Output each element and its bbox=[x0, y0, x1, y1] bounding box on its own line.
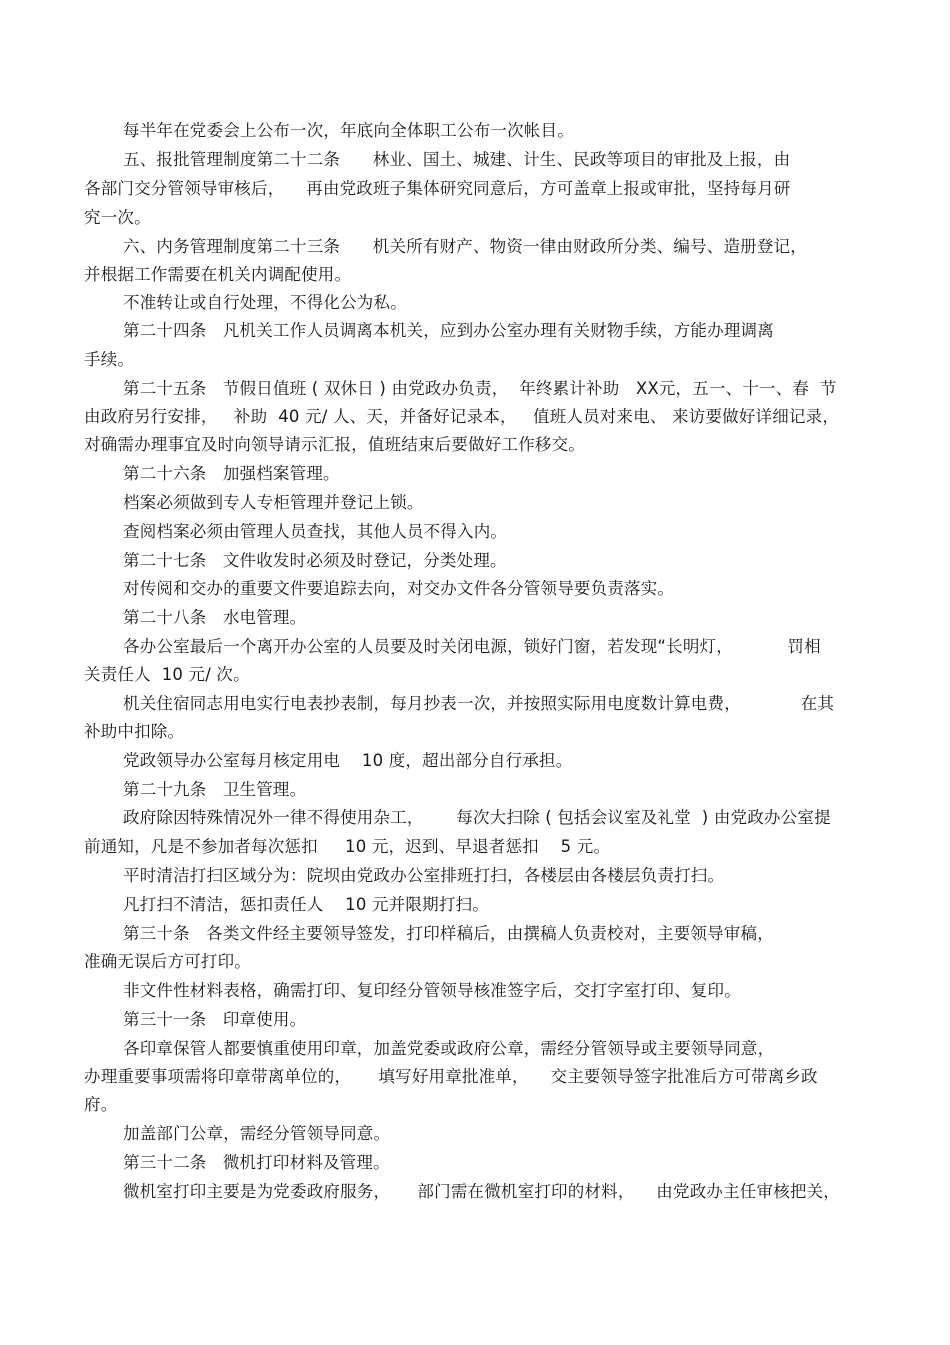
text-line: 并根据工作需要在机关内调配使用。 bbox=[84, 265, 352, 284]
text-line: 对确需办理事宜及时向领导请示汇报，值班结束后要做好工作移交。 bbox=[84, 435, 585, 454]
text-line: 第二十七条 文件收发时必须及时登记，分类处理。 bbox=[123, 551, 507, 570]
text-line: 六、内务管理制度第二十三条 机关所有财产、物资一律由财政所分类、编号、造册登记， bbox=[123, 237, 807, 256]
text-line: 手续。 bbox=[84, 350, 135, 369]
text-line: 每半年在党委会上公布一次，年底向全体职工公布一次帐目。 bbox=[123, 121, 574, 140]
text-line: 机关住宿同志用电实行电表抄表制，每月抄表一次，并按照实际用电度数计算电费， 在其 bbox=[123, 694, 835, 713]
text-line: 党政领导办公室每月核定用电 10 度，超出部分自行承担。 bbox=[123, 751, 573, 770]
text-line: 非文件性材料表格，确需打印、复印经分管领导核准签字后，交打字室打印、复印。 bbox=[123, 981, 741, 1000]
text-line: 第二十五条 节假日值班 ( 双休日 ) 由党政办负责， 年终累计补助 XX元，五一、十一、春 节 bbox=[123, 379, 837, 398]
text-line: 关责任人 10 元/ 次。 bbox=[84, 665, 250, 684]
text-line: 第二十四条 凡机关工作人员调离本机关，应到办公室办理有关财物手续，方能办理调离 bbox=[123, 321, 774, 340]
text-line: 各印章保管人都要慎重使用印章，加盖党委或政府公章，需经分管领导或主要领导同意， bbox=[123, 1039, 775, 1058]
text-line: 补助中扣除。 bbox=[84, 722, 185, 741]
text-line: 究一次。 bbox=[84, 208, 151, 227]
text-line: 各办公室最后一个离开办公室的人员要及时关闭电源，锁好门窗，若发现“长明灯， 罚相 bbox=[123, 637, 821, 656]
text-line: 前通知，凡是不参加者每次惩扣 10 元，迟到、早退者惩扣 5 元。 bbox=[84, 837, 611, 856]
text-line: 不准转让或自行处理，不得化公为私。 bbox=[123, 293, 407, 312]
text-line: 凡打扫不清洁，惩扣责任人 10 元并限期打扫。 bbox=[123, 895, 489, 914]
text-line: 对传阅和交办的重要文件要追踪去向，对交办文件各分管领导要负责落实。 bbox=[123, 579, 675, 598]
text-line: 办理重要事项需将印章带离单位的， 填写好用章批准单， 交主要领导签字批准后方可带离乡政 bbox=[84, 1067, 818, 1086]
text-line: 第三十二条 微机打印材料及管理。 bbox=[123, 1153, 390, 1172]
text-line: 加盖部门公章，需经分管领导同意。 bbox=[123, 1124, 391, 1143]
text-line: 第二十六条 加强档案管理。 bbox=[123, 464, 340, 483]
text-line: 第三十条 各类文件经主要领导签发，打印样稿后，由撰稿人负责校对，主要领导审稿， bbox=[123, 924, 774, 943]
text-line: 平时清洁打扫区域分为：院坝由党政办公室排班打扫，各楼层由各楼层负责打扫。 bbox=[123, 866, 725, 885]
text-line: 微机室打印主要是为党委政府服务， 部门需在微机室打印的材料， 由党政办主任审核把关， bbox=[123, 1182, 841, 1201]
text-line: 各部门交分管领导审核后， 再由党政班子集体研究同意后，方可盖章上报或审批，坚持每月研 bbox=[84, 179, 791, 198]
text-line: 档案必须做到专人专柜管理并登记上锁。 bbox=[123, 493, 424, 512]
text-line: 准确无误后方可打印。 bbox=[84, 952, 251, 971]
text-line: 由政府另行安排， 补助 40 元/ 人、天，并备好记录本， 值班人员对来电、 来访要做好详细记录， bbox=[84, 407, 840, 426]
text-line: 五、报批管理制度第二十二条 林业、国土、城建、计生、民政等项目的审批及上报，由 bbox=[123, 150, 791, 169]
text-line: 府。 bbox=[84, 1095, 118, 1114]
text-line: 第二十九条 卫生管理。 bbox=[123, 780, 307, 799]
text-line: 政府除因特殊情况外一律不得使用杂工， 每次大扫除 ( 包括会议室及礼堂 ) 由党政办公室提 bbox=[123, 808, 831, 827]
text-line: 查阅档案必须由管理人员查找，其他人员不得入内。 bbox=[123, 522, 508, 541]
text-line: 第三十一条 印章使用。 bbox=[123, 1010, 307, 1029]
text-line: 第二十八条 水电管理。 bbox=[123, 608, 307, 627]
